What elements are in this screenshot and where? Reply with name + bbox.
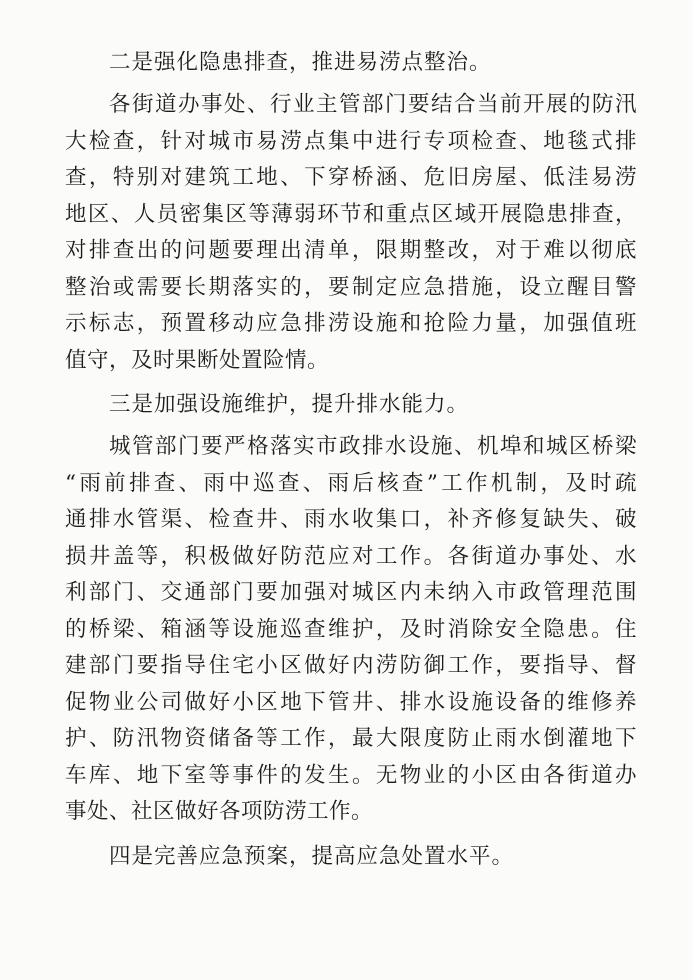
paragraph-line: 地区、人员密集区等薄弱环节和重点区域开展隐患排查， bbox=[65, 201, 637, 227]
paragraph-line: 通排水管渠、检查井、雨水收集口，补齐修复缺失、破 bbox=[65, 507, 637, 532]
paragraph-line: 促物业公司做好小区地下管井、排水设施设备的维修养 bbox=[65, 689, 637, 715]
paragraph-line: 整治或需要长期落实的，要制定应急措施，设立醒目警 bbox=[65, 274, 637, 300]
paragraph-line: 建部门要指导住宅小区做好内涝防御工作，要指导、督 bbox=[65, 653, 637, 678]
paragraph-line: 各街道办事处、行业主管部门要结合当前开展的防汛 bbox=[109, 92, 637, 117]
paragraph-line: 损井盖等，积极做好防范应对工作。各街道办事处、水 bbox=[65, 543, 637, 569]
paragraph-line: 查，特别对建筑工地、下穿桥涵、危旧房屋、低洼易涝 bbox=[65, 165, 637, 190]
paragraph-line: 示标志，预置移动应急排涝设施和抢险力量，加强值班 bbox=[65, 311, 637, 336]
paragraph-line: 护、防汛物资储备等工作，最大限度防止雨水倒灌地下 bbox=[65, 726, 637, 751]
paragraph-line: 值守，及时果断处置险情。 bbox=[65, 347, 330, 373]
paragraph-line: 城管部门要严格落实市政排水设施、机埠和城区桥梁 bbox=[109, 434, 637, 459]
paragraph-line: 的桥梁、箱涵等设施巡查维护，及时消除安全隐患。住 bbox=[65, 616, 637, 642]
section-heading-3: 三是加强设施维护，提升排水能力。 bbox=[109, 392, 470, 417]
paragraph-line: 大检查，针对城市易涝点集中进行专项检查、地毯式排 bbox=[65, 128, 637, 154]
paragraph-line: 车库、地下室等事件的发生。无物业的小区由各街道办 bbox=[65, 762, 637, 788]
paragraph-line: 对排查出的问题要理出清单，限期整改，对于难以彻底 bbox=[65, 238, 637, 263]
section-heading-2: 二是强化隐患排查，推进易涝点整治。 bbox=[109, 50, 492, 75]
paragraph-2 bbox=[65, 87, 637, 379]
paragraph-3 bbox=[65, 429, 637, 831]
paragraph-line: 利部门、交通部门要加强对城区内未纳入市政管理范围 bbox=[65, 580, 637, 605]
paragraph-line: “雨前排查、雨中巡查、雨后核查”工作机制，及时疏 bbox=[65, 470, 637, 496]
paragraph-line: 事处、社区做好各项防涝工作。 bbox=[65, 799, 374, 824]
section-heading-4: 四是完善应急预案，提高应急处置水平。 bbox=[109, 843, 515, 869]
